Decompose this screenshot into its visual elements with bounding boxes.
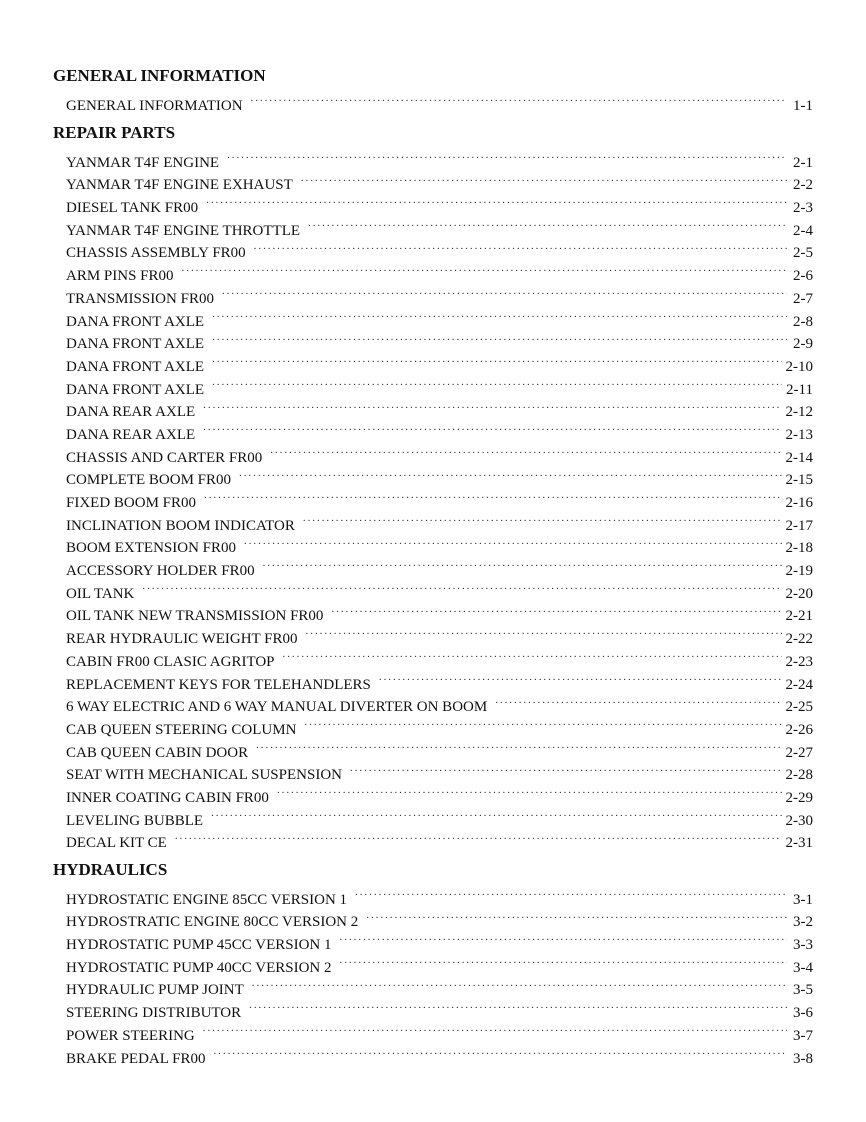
toc-entry-page: 2-9	[793, 336, 813, 353]
dot-leader	[212, 303, 787, 326]
toc-entry-page: 2-2	[793, 177, 813, 194]
toc-entry-page: 2-23	[785, 653, 813, 670]
toc-entry-title: COMPLETE BOOM FR00	[66, 472, 232, 489]
dot-leader	[244, 530, 781, 553]
section-heading: GENERAL INFORMATION	[53, 66, 266, 85]
dot-leader	[212, 371, 782, 394]
toc-entry-page: 2-19	[785, 563, 813, 580]
toc-entry-page: 3-7	[793, 1027, 813, 1044]
dot-leader	[182, 257, 787, 280]
toc-entry-page: 2-11	[786, 381, 813, 398]
toc-entry-title: DIESEL TANK FR00	[66, 200, 199, 217]
toc-entry-page: 2-28	[785, 767, 813, 784]
toc-entry[interactable]	[53, 87, 813, 114]
toc-entry-title: REPLACEMENT KEYS FOR TELEHANDLERS	[66, 676, 371, 693]
toc-entry-title: GENERAL INFORMATION	[66, 97, 243, 114]
toc-entry-page: 2-22	[785, 631, 813, 648]
toc-entry-title: HYDROSTRATIC ENGINE 80CC VERSION 2	[66, 914, 359, 931]
dot-leader	[175, 825, 782, 848]
dot-leader	[203, 416, 781, 439]
toc-entry-page: 2-31	[785, 835, 813, 852]
toc-entry-page: 2-7	[793, 290, 813, 307]
toc-entry-title: BOOM EXTENSION FR00	[66, 540, 237, 557]
toc-entry-title: CABIN FR00 CLASIC AGRITOP	[66, 653, 275, 670]
toc-entry-title: DECAL KIT CE	[66, 835, 167, 852]
toc-entry-title: DANA FRONT AXLE	[66, 358, 205, 375]
toc-entry-title: INNER COATING CABIN FR00	[66, 789, 269, 806]
dot-leader	[204, 484, 781, 507]
toc-entry-title: STEERING DISTRIBUTOR	[66, 1005, 242, 1022]
dot-leader	[495, 689, 781, 712]
toc-entry-list	[53, 144, 813, 852]
dot-leader	[308, 212, 787, 235]
toc-entry-title: 6 WAY ELECTRIC AND 6 WAY MANUAL DIVERTER ON BOOM	[66, 699, 488, 716]
dot-leader	[213, 1040, 787, 1063]
dot-leader	[142, 575, 781, 598]
dot-leader	[212, 348, 781, 371]
section-heading: HYDRAULICS	[53, 860, 168, 879]
toc-entry-page: 2-20	[785, 585, 813, 602]
toc-entry-title: BRAKE PEDAL FR00	[66, 1050, 206, 1067]
toc-entry-page: 2-13	[785, 426, 813, 443]
dot-leader	[303, 507, 782, 530]
toc-entry-page: 2-29	[785, 789, 813, 806]
toc-entry-page: 2-14	[785, 449, 813, 466]
section-heading: REPAIR PARTS	[53, 123, 176, 142]
toc-entry[interactable]	[53, 881, 813, 908]
toc-entry-title: YANMAR T4F ENGINE THROTTLE	[66, 222, 301, 239]
toc-entry-title: OIL TANK NEW TRANSMISSION FR00	[66, 608, 324, 625]
dot-leader	[270, 439, 781, 462]
dot-leader	[355, 881, 787, 904]
toc-entry-page: 3-5	[793, 982, 813, 999]
toc-entry-title: YANMAR T4F ENGINE	[66, 154, 220, 171]
dot-leader	[254, 235, 787, 258]
toc-entry-page: 2-5	[793, 245, 813, 262]
dot-leader	[249, 994, 787, 1017]
toc-entry-page: 3-8	[793, 1050, 813, 1067]
dot-leader	[211, 802, 781, 825]
toc-entry-title: DANA FRONT AXLE	[66, 381, 205, 398]
toc-entry-page: 2-10	[785, 358, 813, 375]
dot-leader	[277, 779, 782, 802]
toc-entry-title: HYDROSTATIC PUMP 45CC VERSION 1	[66, 937, 332, 954]
toc-entry-page: 2-18	[785, 540, 813, 557]
toc-section-hydraulics	[53, 859, 813, 1067]
dot-leader	[222, 280, 787, 303]
toc-entry-page: 2-26	[785, 721, 813, 738]
dot-leader	[227, 144, 787, 167]
toc-entry-page: 2-25	[785, 699, 813, 716]
toc-entry-page: 3-6	[793, 1005, 813, 1022]
toc-entry-page: 2-8	[793, 313, 813, 330]
dot-leader	[301, 167, 787, 190]
dot-leader	[304, 711, 781, 734]
toc-entry-title: CAB QUEEN CABIN DOOR	[66, 744, 249, 761]
toc-entry-title: INCLINATION BOOM INDICATOR	[66, 517, 295, 534]
dot-leader	[340, 949, 787, 972]
dot-leader	[212, 326, 787, 349]
toc-entry[interactable]	[53, 575, 813, 602]
toc-entry-title: POWER STEERING	[66, 1027, 195, 1044]
toc-entry-title: LEVELING BUBBLE	[66, 812, 204, 829]
toc-entry-page: 2-6	[793, 268, 813, 285]
dot-leader	[306, 620, 782, 643]
toc-entry-page: 2-16	[785, 495, 813, 511]
toc-entry-page: 2-3	[793, 200, 813, 217]
dot-leader	[251, 87, 787, 110]
toc-entry-page: 2-30	[785, 812, 813, 829]
dot-leader	[283, 643, 782, 666]
toc-entry-page: 3-1	[793, 891, 813, 908]
toc-entry-title: DANA FRONT AXLE	[66, 336, 205, 353]
dot-leader	[350, 757, 782, 780]
dot-leader	[203, 394, 781, 417]
toc-entry-title: ACCESSORY HOLDER FR00	[66, 563, 255, 580]
toc-entry-title: HYDROSTATIC PUMP 40CC VERSION 2	[66, 959, 332, 976]
dot-leader	[366, 904, 787, 927]
toc-entry-title: ARM PINS FR00	[66, 268, 174, 285]
toc-entry-page: 2-4	[793, 222, 813, 239]
dot-leader	[263, 552, 782, 575]
toc-entry-title: TRANSMISSION FR00	[66, 290, 214, 307]
toc-entry-page: 2-17	[785, 517, 813, 534]
toc-entry-page: 3-2	[793, 914, 813, 931]
toc-entry-page: 3-4	[793, 959, 813, 976]
toc-section-repair-parts	[53, 122, 813, 852]
toc-entry-title: YANMAR T4F ENGINE EXHAUST	[66, 177, 293, 194]
toc-entry-title: OIL TANK	[66, 585, 135, 602]
toc-entry[interactable]	[53, 144, 813, 171]
dot-leader	[203, 1017, 787, 1040]
toc-entry-title: HYDROSTATIC ENGINE 85CC VERSION 1	[66, 891, 348, 908]
dot-leader	[252, 972, 787, 995]
toc-entry[interactable]	[53, 598, 813, 625]
toc-entry-title: HYDRAULIC PUMP JOINT	[66, 982, 244, 999]
dot-leader	[206, 189, 787, 212]
toc-entry-page: 2-27	[785, 744, 813, 761]
toc-entry-list	[53, 87, 813, 114]
toc-entry-page: 1-1	[793, 97, 813, 114]
toc-section-general-information	[53, 65, 813, 114]
toc-entry-page: 3-3	[793, 937, 813, 954]
toc-entry-title: SEAT WITH MECHANICAL SUSPENSION	[66, 767, 342, 784]
dot-leader	[340, 926, 787, 949]
toc-entry-title: CHASSIS AND CARTER FR00	[66, 449, 263, 466]
toc-entry-title: CAB QUEEN STEERING COLUMN	[66, 721, 297, 738]
toc-entry-title: DANA REAR AXLE	[66, 426, 196, 443]
toc-entry-title: DANA REAR AXLE	[66, 404, 196, 421]
toc-entry-page: 2-15	[785, 472, 813, 489]
dot-leader	[239, 462, 781, 485]
toc-entry-title: DANA FRONT AXLE	[66, 313, 205, 330]
dot-leader	[379, 666, 782, 689]
toc-entry-title: CHASSIS ASSEMBLY FR00	[66, 245, 246, 262]
dot-leader	[256, 734, 781, 757]
dot-leader	[331, 598, 781, 621]
toc-entry-page: 2-12	[785, 404, 813, 421]
toc-entry-page: 2-1	[793, 154, 813, 171]
toc-entry-title: FIXED BOOM FR00	[66, 495, 197, 511]
toc-entry-title: REAR HYDRAULIC WEIGHT FR00	[66, 631, 298, 648]
toc-entry-page: 2-21	[785, 608, 813, 625]
toc-entry-list	[53, 881, 813, 1067]
toc-entry-page: 2-24	[785, 676, 813, 693]
